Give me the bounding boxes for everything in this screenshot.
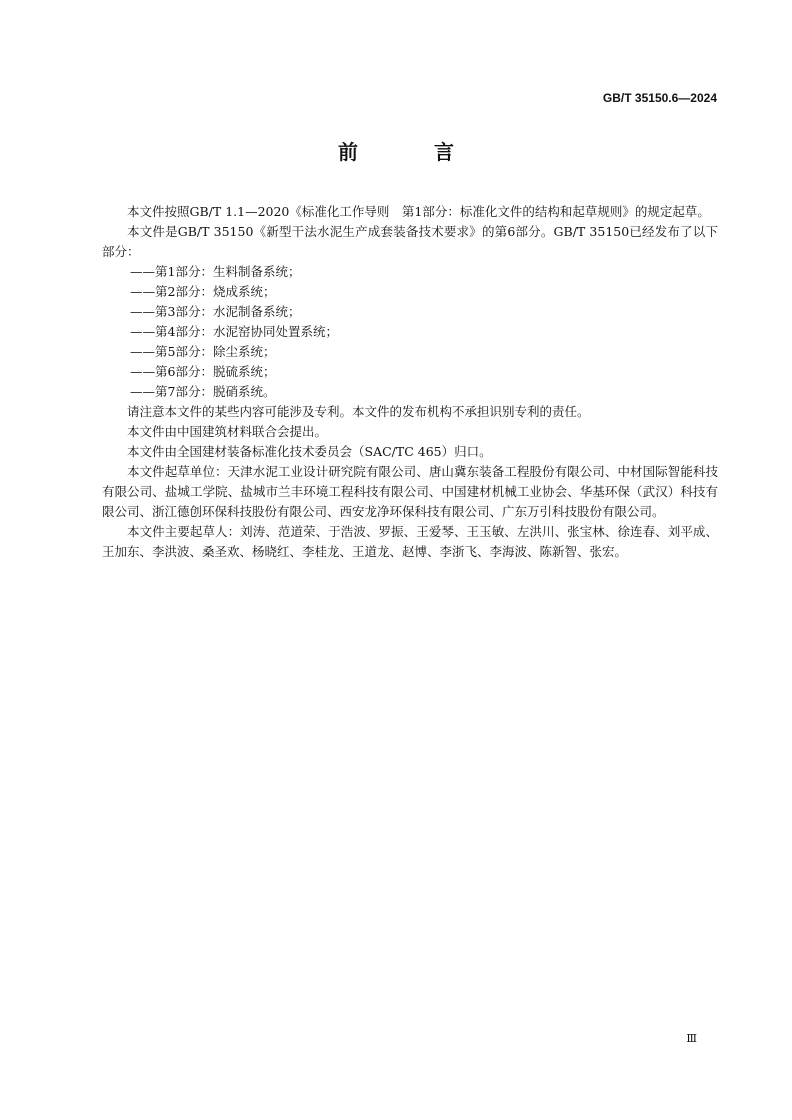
paragraph-series-intro: 本文件是GB/T 35150《新型干法水泥生产成套装备技术要求》的第6部分。GB/T 35150已经发布了以下部分： <box>102 224 718 259</box>
paragraph-drafting-rules: 本文件按照GB/T 1.1—2020《标准化工作导则 第1部分：标准化文件的结构和起草规则》的规定起草。 <box>127 204 710 219</box>
paragraph-patent-notice: 请注意本文件的某些内容可能涉及专利。本文件的发布机构不承担识别专利的责任。 <box>127 404 590 419</box>
list-item: ——第5部分：除尘系统； <box>130 344 276 359</box>
paragraph-drafters: 本文件主要起草人：刘涛、范道荣、于浩波、罗振、王爱琴、王玉敏、左洪川、张宝林、徐连春、刘平成、王加东、李洪波、桑圣欢、杨晓红、李桂龙、王道龙、赵博、李浙飞、李海波、陈新智、张宏。 <box>102 524 718 559</box>
list-item: ——第4部分：水泥窑协同处置系统； <box>130 324 338 339</box>
list-item: ——第7部分：脱硝系统。 <box>130 384 276 399</box>
list-item: ——第1部分：生料制备系统； <box>130 264 301 279</box>
parts-list <box>102 262 718 402</box>
paragraph-committee: 本文件由全国建材装备标准化技术委员会（SAC/TC 465）归口。 <box>127 444 492 459</box>
paragraph-proposer: 本文件由中国建筑材料联合会提出。 <box>127 424 328 439</box>
document-body <box>102 202 718 562</box>
paragraph-drafting-units: 本文件起草单位：天津水泥工业设计研究院有限公司、唐山冀东装备工程股份有限公司、中材国际智能科技有限公司、盐城工学院、盐城市兰丰环境工程科技有限公司、中国建材机械工业协会、华基环保（武汉）科技有限公司、浙江德创环保科技股份有限公司、西安龙净环保科技有限公司、广东万引科技股份有限公司。 <box>102 464 718 519</box>
page-number: Ⅲ <box>686 1032 697 1045</box>
document-code: GB/T 35150.6—2024 <box>602 91 717 105</box>
list-item: ——第3部分：水泥制备系统； <box>130 304 301 319</box>
list-item: ——第2部分：烧成系统； <box>130 284 276 299</box>
page-title: 前 言 <box>338 140 482 164</box>
list-item: ——第6部分：脱硫系统； <box>130 364 276 379</box>
